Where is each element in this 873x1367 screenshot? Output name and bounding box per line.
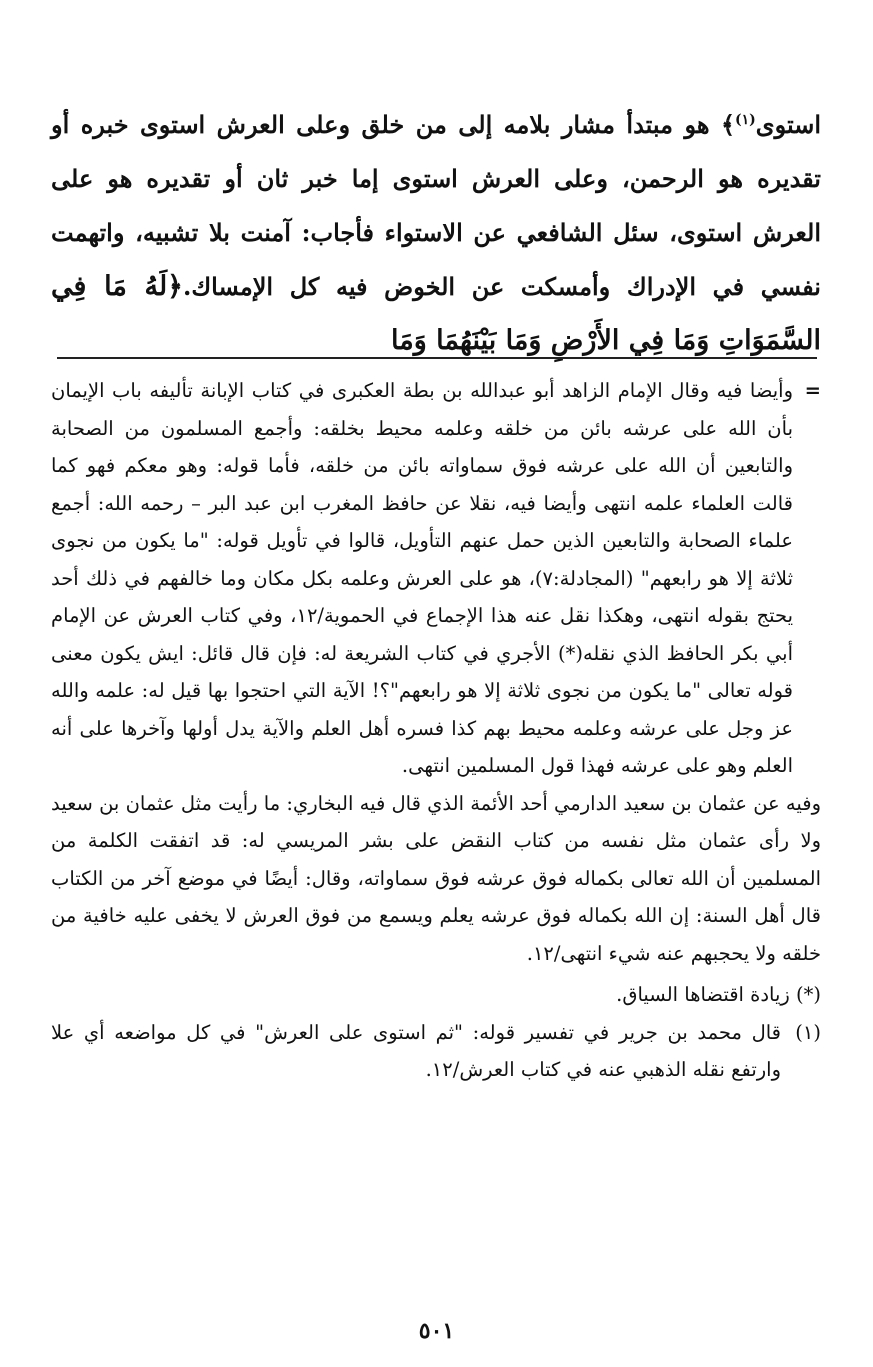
footnote-1	[51, 1014, 821, 1089]
footnote-continuation	[51, 372, 821, 785]
main-text	[51, 98, 821, 368]
footnote-reference: (١)	[735, 112, 756, 128]
footnote-paragraph: وفيه عن عثمان بن سعيد الدارمي أحد الأئمة الذي قال فيه البخاري: ما رأيت مثل عثمان بن سعيد ولا رأى عثمان مثل نفسه من كتاب النقض على بشر المريسي له: قد اتفقت الكلمة من المسلمين أن الله تعالى بكماله فوق عرشه فوق سماواته، وقال: أيضًا في موضع آخر من الكتاب قال أهل السنة: إن الله بكماله فوق عرشه يعلم ويسمع من فوق العرش لا يخفى عليه خافية من خلقه ولا يحجبهم عنه شيء انتهى/١٢.	[51, 791, 821, 965]
quran-verse: ﴿لَهُ مَا فِي السَّمَوَاتِ وَمَا فِي الأَرْضِ وَمَا بَيْنَهُمَا وَمَا	[51, 271, 821, 356]
main-text-part1: استوى	[755, 110, 821, 139]
footnotes	[51, 372, 821, 1089]
editor-note: (*) زيادة اقتضاها السياق.	[616, 983, 821, 1006]
page-number: ٥٠١	[418, 1318, 455, 1344]
footnote-separator	[57, 357, 817, 359]
footnote-1-marker: (١)	[795, 1020, 821, 1044]
main-text-part2: ﴾ هو مبتدأ مشار بلامه إلى من خلق وعلى العرش استوى خبره أو تقديره هو الرحمن، وعلى العرش استوى إما خبر ثان أو تقديره هو على العرش استوى، سئل الشافعي عن الاستواء فأجاب: آمنت بلا تشبيه، واتهمت نفسي في الإدراك وأمسكت عن الخوض فيه كل الإمساك.	[51, 110, 821, 301]
footnote-1-text: قال محمد بن جرير في تفسير قوله: "ثم استوى على العرش" في كل مواضعه أي علا وارتفع نقله الذهبي عنه في كتاب العرش/١٢.	[51, 1020, 781, 1081]
continuation-marker: =	[804, 379, 821, 402]
footnote-continuation-text: وأيضا فيه وقال الإمام الزاهد أبو عبدالله بن بطة العكبرى في كتاب الإبانة تأليفه باب الإيمان بأن الله على عرشه بائن من خلقه وعلمه محيط بخلقه: وأجمع المسلمون من الصحابة والتابعين أن الله على عرشه فوق سماواته بائن من خلقه، فأما قوله: وهو معكم فهو كما قالت العلماء علمه انتهى وأيضا فيه، نقلا عن حافظ المغرب ابن عبد البر – رحمه الله: أجمع علماء الصحابة والتابعين الذين حمل عنهم التأويل، قالوا في تأويل قوله: "ما يكون من نجوى ثلاثة إلا هو رابعهم" (المجادلة:٧)، هو على العرش وعلمه بكل مكان وما خالفهم في ذلك أحد يحتج بقوله انتهى، وهكذا نقل عنه هذا الإجماع في الحموية/١٢، وفي كتاب العرش عن الإمام أبي بكر الحافظ الذي نقله(*) الأجري في كتاب الشريعة له: فإن قال قائل: ايش يكون معنى قوله تعالى "ما يكون من نجوى ثلاثة إلا هو رابعهم"؟! الآية التي احتجوا بها قيل له: علمه والله عز وجل على عرشه وعلمه محيط بهم كذا فسره أهل العلم والآية يدل أولها وآخرها على أنه العلم وهو على عرشه فهذا قول المسلمين انتهى.	[51, 379, 794, 777]
